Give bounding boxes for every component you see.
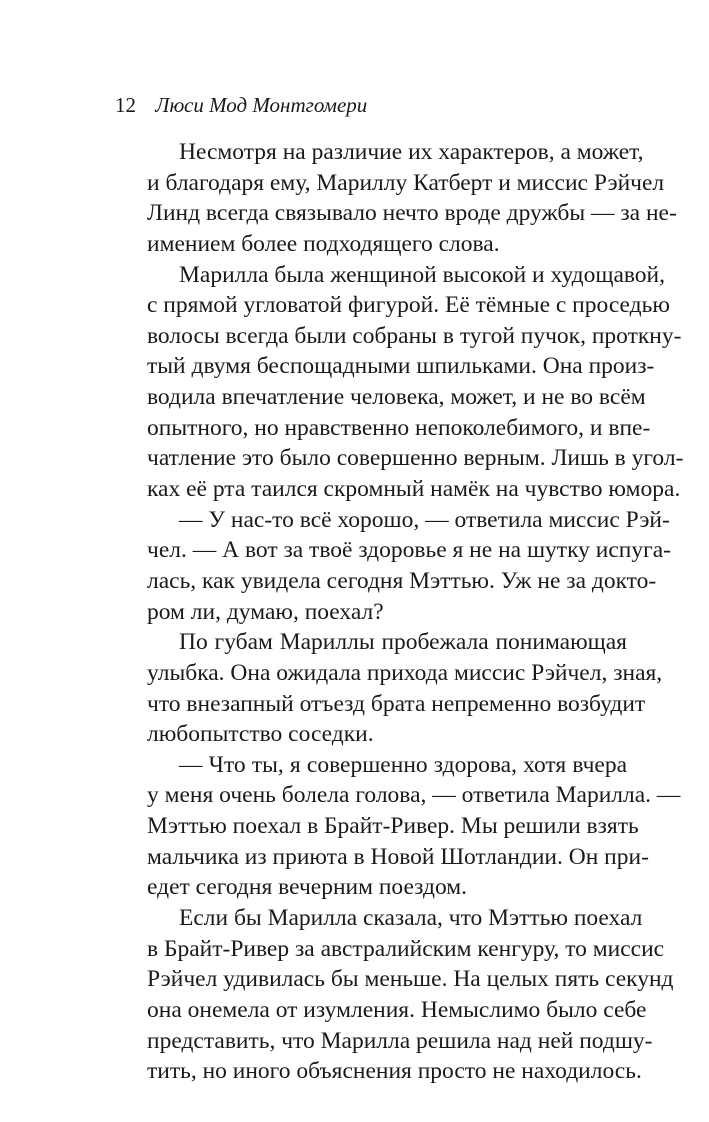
text-line: лась, как увидела сегодня Мэттью. Уж не за докто- (147, 567, 657, 594)
text-line: и благодаря ему, Мариллу Катберт и миссис Рэйчел (147, 169, 665, 196)
text-line: Марилла была женщиной высокой и худощавой, (179, 261, 666, 288)
text-line: Если бы Марилла сказала, что Мэттью поехал (179, 905, 643, 932)
text-line: с прямой угловатой фигурой. Её тёмные с проседью (147, 292, 670, 319)
paragraph (115, 750, 681, 903)
text-line: Мэттью поехал в Брайт-Ривер. Мы решили взять (147, 813, 639, 840)
text-line: мальчика из приюта в Новой Шотландии. Он при- (147, 843, 649, 870)
paragraph (115, 505, 671, 628)
running-head (115, 92, 367, 118)
paragraph (115, 627, 663, 750)
text-line: едет сегодня вечерним поездом. (147, 874, 468, 901)
text-line: чатление это было совершенно верным. Лишь в угол- (147, 445, 684, 472)
paragraph (115, 903, 674, 1087)
text-line: Линд всегда связывало нечто вроде дружбы — за не- (147, 200, 677, 227)
text-line: она онемела от изумления. Немыслимо было себе (147, 996, 647, 1023)
text-line: ром ли, думаю, поехал? (147, 598, 384, 625)
text-line: Рэйчел удивилась бы меньше. На целых пять секунд (147, 966, 674, 993)
text-line: — Что ты, я совершенно здорова, хотя вчера (179, 751, 627, 778)
text-line: что внезапный отъезд брата непременно возбудит (147, 690, 646, 717)
text-line: По губам Мариллы пробежала понимающая (179, 629, 627, 656)
text-line: тый двумя беспощадными шпильками. Она произ- (147, 353, 655, 380)
text-line: Несмотря на различие их характеров, а может, (179, 139, 644, 165)
text-line: чел. — А вот за твоё здоровье я не на шутку испуга- (147, 537, 671, 564)
text-line: имением более подходящего слова. (147, 230, 500, 257)
text-line: в Брайт-Ривер за австралийским кенгуру, то миссис (147, 935, 665, 962)
text-line: ках её рта таился скромный намёк на чувство юмора. (147, 476, 681, 503)
running-head-author: Люси Мод Монтгомери (155, 93, 368, 117)
paragraph (115, 260, 684, 505)
text-line: любопытство соседки. (147, 721, 374, 748)
text-line: тить, но иного объяснения просто не находилось. (147, 1058, 642, 1085)
text-line: опытного, но нравственно непоколебимого, и впе- (147, 414, 651, 441)
body-text (115, 137, 684, 1087)
text-line: — У нас-то всё хорошо, — ответила миссис Рэй- (179, 506, 670, 533)
text-line: волосы всегда были собраны в тугой пучок, проткну- (147, 322, 682, 349)
text-line: представить, что Марилла решила над ней подшу- (147, 1027, 653, 1054)
text-line: улыбка. Она ожидала прихода миссис Рэйчел, зная, (147, 659, 663, 686)
text-line: у меня очень болела голова, — ответила Марилла. — (147, 782, 681, 809)
page-number: 12 (115, 93, 136, 117)
text-line: водила впечатление человека, может, и не во всём (147, 384, 646, 411)
paragraph (115, 137, 677, 260)
